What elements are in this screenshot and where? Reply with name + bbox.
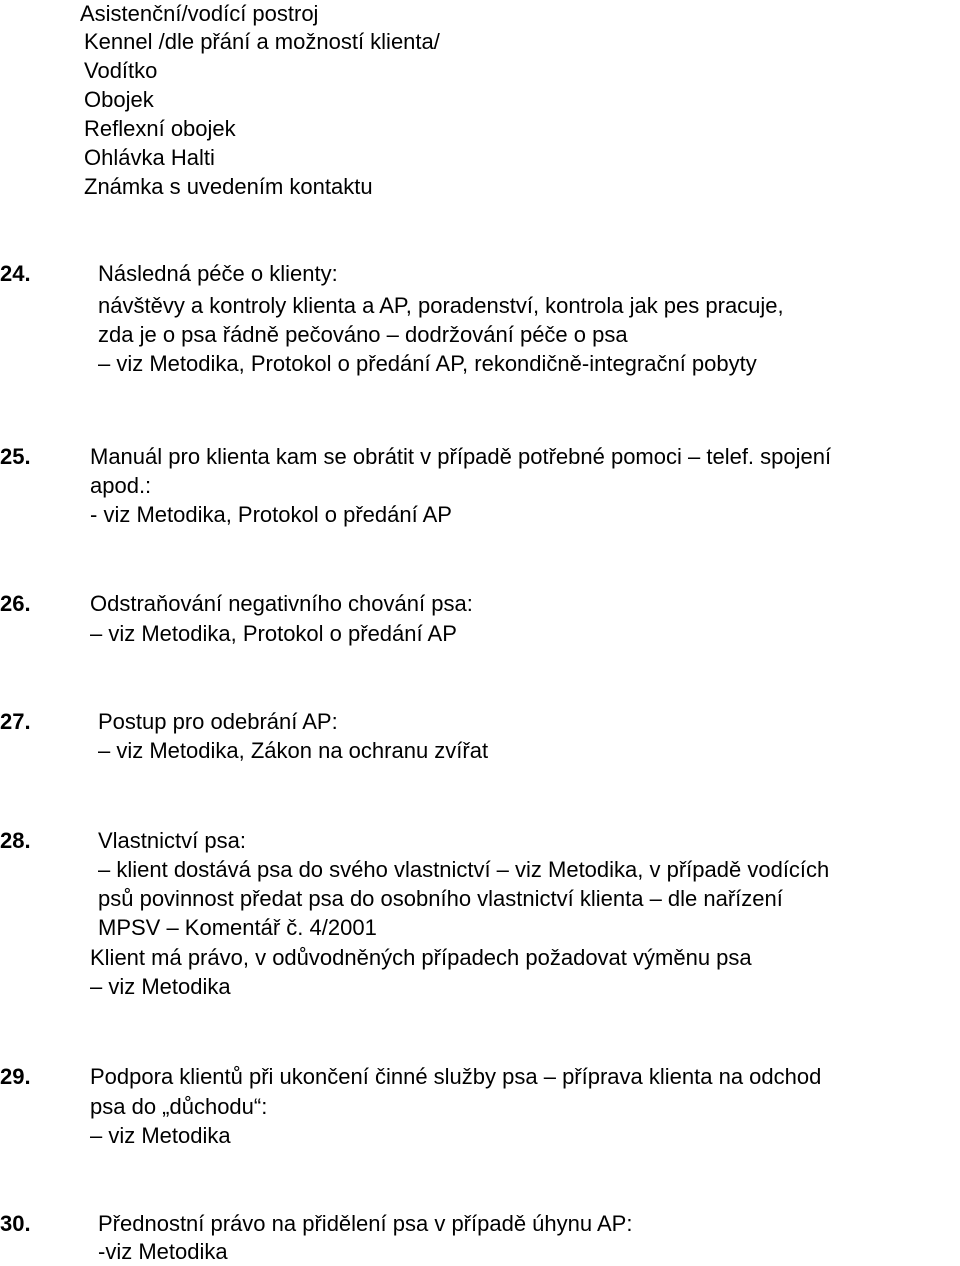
section-25-number: 25. — [0, 444, 31, 469]
list-item-leash: Vodítko — [84, 58, 158, 83]
section-28-line: – klient dostává psa do svého vlastnictví – viz Metodika, v případě vodících — [98, 857, 830, 882]
list-item-kennel: Kennel /dle přání a možností klienta/ — [84, 29, 440, 54]
section-24-line: – viz Metodika, Protokol o předání AP, rekondičně-integrační pobyty — [98, 351, 757, 376]
list-item-halti: Ohlávka Halti — [84, 145, 215, 170]
section-29-number: 29. — [0, 1064, 31, 1089]
section-28-line: psů povinnost předat psa do osobního vlastnictví klienta – dle nařízení — [98, 886, 783, 911]
section-28-line: MPSV – Komentář č. 4/2001 — [98, 915, 377, 940]
section-28-line: – viz Metodika — [90, 974, 231, 999]
section-30-number: 30. — [0, 1211, 31, 1236]
section-27-number: 27. — [0, 709, 31, 734]
section-27-line: – viz Metodika, Zákon na ochranu zvířat — [98, 738, 489, 763]
list-item-tag: Známka s uvedením kontaktu — [84, 174, 373, 199]
section-30-heading: Přednostní právo na přidělení psa v případě úhynu AP: — [98, 1211, 633, 1236]
section-25-heading: Manuál pro klienta kam se obrátit v případě potřebné pomoci – telef. spojení — [90, 444, 832, 469]
section-24-number: 24. — [0, 261, 31, 286]
list-item-collar: Obojek — [84, 87, 154, 112]
section-28-number: 28. — [0, 828, 31, 853]
list-item-reflective-collar: Reflexní obojek — [84, 116, 236, 141]
section-26-heading: Odstraňování negativního chování psa: — [90, 591, 473, 616]
section-26-number: 26. — [0, 591, 31, 616]
section-24-line: návštěvy a kontroly klienta a AP, poradenství, kontrola jak pes pracuje, — [98, 293, 784, 318]
section-29-line: – viz Metodika — [90, 1123, 231, 1148]
section-24-heading: Následná péče o klienty: — [98, 261, 338, 286]
list-item-harness: Asistenční/vodící postroj — [80, 1, 319, 26]
section-28-line: Klient má právo, v odůvodněných případech požadovat výměnu psa — [90, 945, 752, 970]
section-29-heading: Podpora klientů při ukončení činné služby psa – příprava klienta na odchod — [90, 1064, 822, 1089]
section-25-line: apod.: — [90, 473, 152, 498]
section-26-line: – viz Metodika, Protokol o předání AP — [90, 621, 457, 646]
section-29-line: psa do „důchodu“: — [90, 1094, 268, 1119]
section-27-heading: Postup pro odebrání AP: — [98, 709, 338, 734]
section-24-line: zda je o psa řádně pečováno – dodržování péče o psa — [98, 322, 628, 347]
section-28-heading: Vlastnictví psa: — [98, 828, 246, 853]
section-30-line: -viz Metodika — [98, 1239, 228, 1264]
section-25-line: - viz Metodika, Protokol o předání AP — [90, 502, 452, 527]
